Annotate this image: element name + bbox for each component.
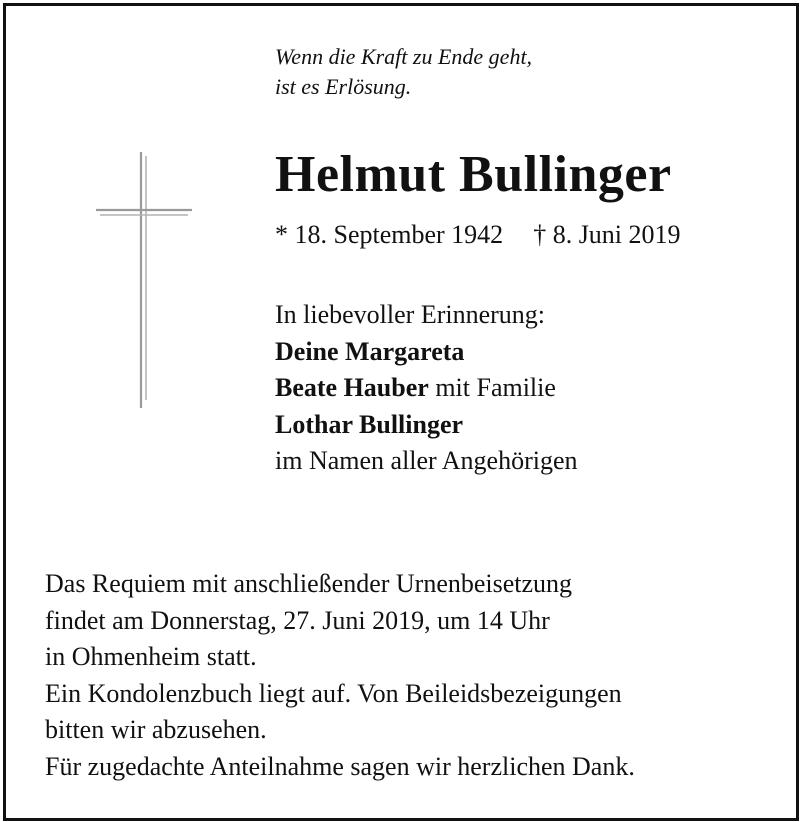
announcement-line: bitten wir abzusehen. — [45, 715, 267, 744]
motto — [275, 42, 532, 102]
birth-date: * 18. September 1942 — [275, 220, 504, 249]
motto-line-2: ist es Erlösung. — [275, 74, 412, 99]
mourners-block — [275, 297, 578, 480]
deceased-name: Helmut Bullinger — [275, 146, 672, 203]
mourner-name: Deine Margareta — [275, 336, 465, 366]
mourner-suffix: mit Familie — [428, 373, 556, 402]
life-dates — [275, 218, 681, 252]
death-date: † 8. Juni 2019 — [533, 220, 681, 249]
announcement — [45, 566, 635, 785]
mourner-line-4: im Namen aller Angehörigen — [275, 446, 578, 475]
mourner-name: Beate Hauber — [275, 373, 429, 402]
announcement-line: Ein Kondolenzbuch liegt auf. Von Beileidsbezeigungen — [45, 678, 622, 708]
announcement-line: findet am Donnerstag, 27. Juni 2019, um 14 Uhr — [45, 605, 550, 635]
announcement-line: in Ohmenheim statt. — [45, 642, 257, 671]
motto-line-1: Wenn die Kraft zu Ende geht, — [275, 44, 533, 69]
announcement-line: Für zugedachte Anteilnahme sagen wir herzlichen Dank. — [45, 751, 635, 781]
mourner-name: Lothar Bullinger — [275, 409, 464, 439]
cross-icon — [94, 150, 194, 410]
mourner-line-2 — [275, 370, 578, 407]
mourner-line-3 — [275, 407, 578, 444]
mourners-intro: In liebevoller Erinnerung: — [275, 300, 546, 329]
mourner-line-1 — [275, 334, 578, 371]
announcement-line: Das Requiem mit anschließender Urnenbeisetzung — [45, 569, 573, 598]
